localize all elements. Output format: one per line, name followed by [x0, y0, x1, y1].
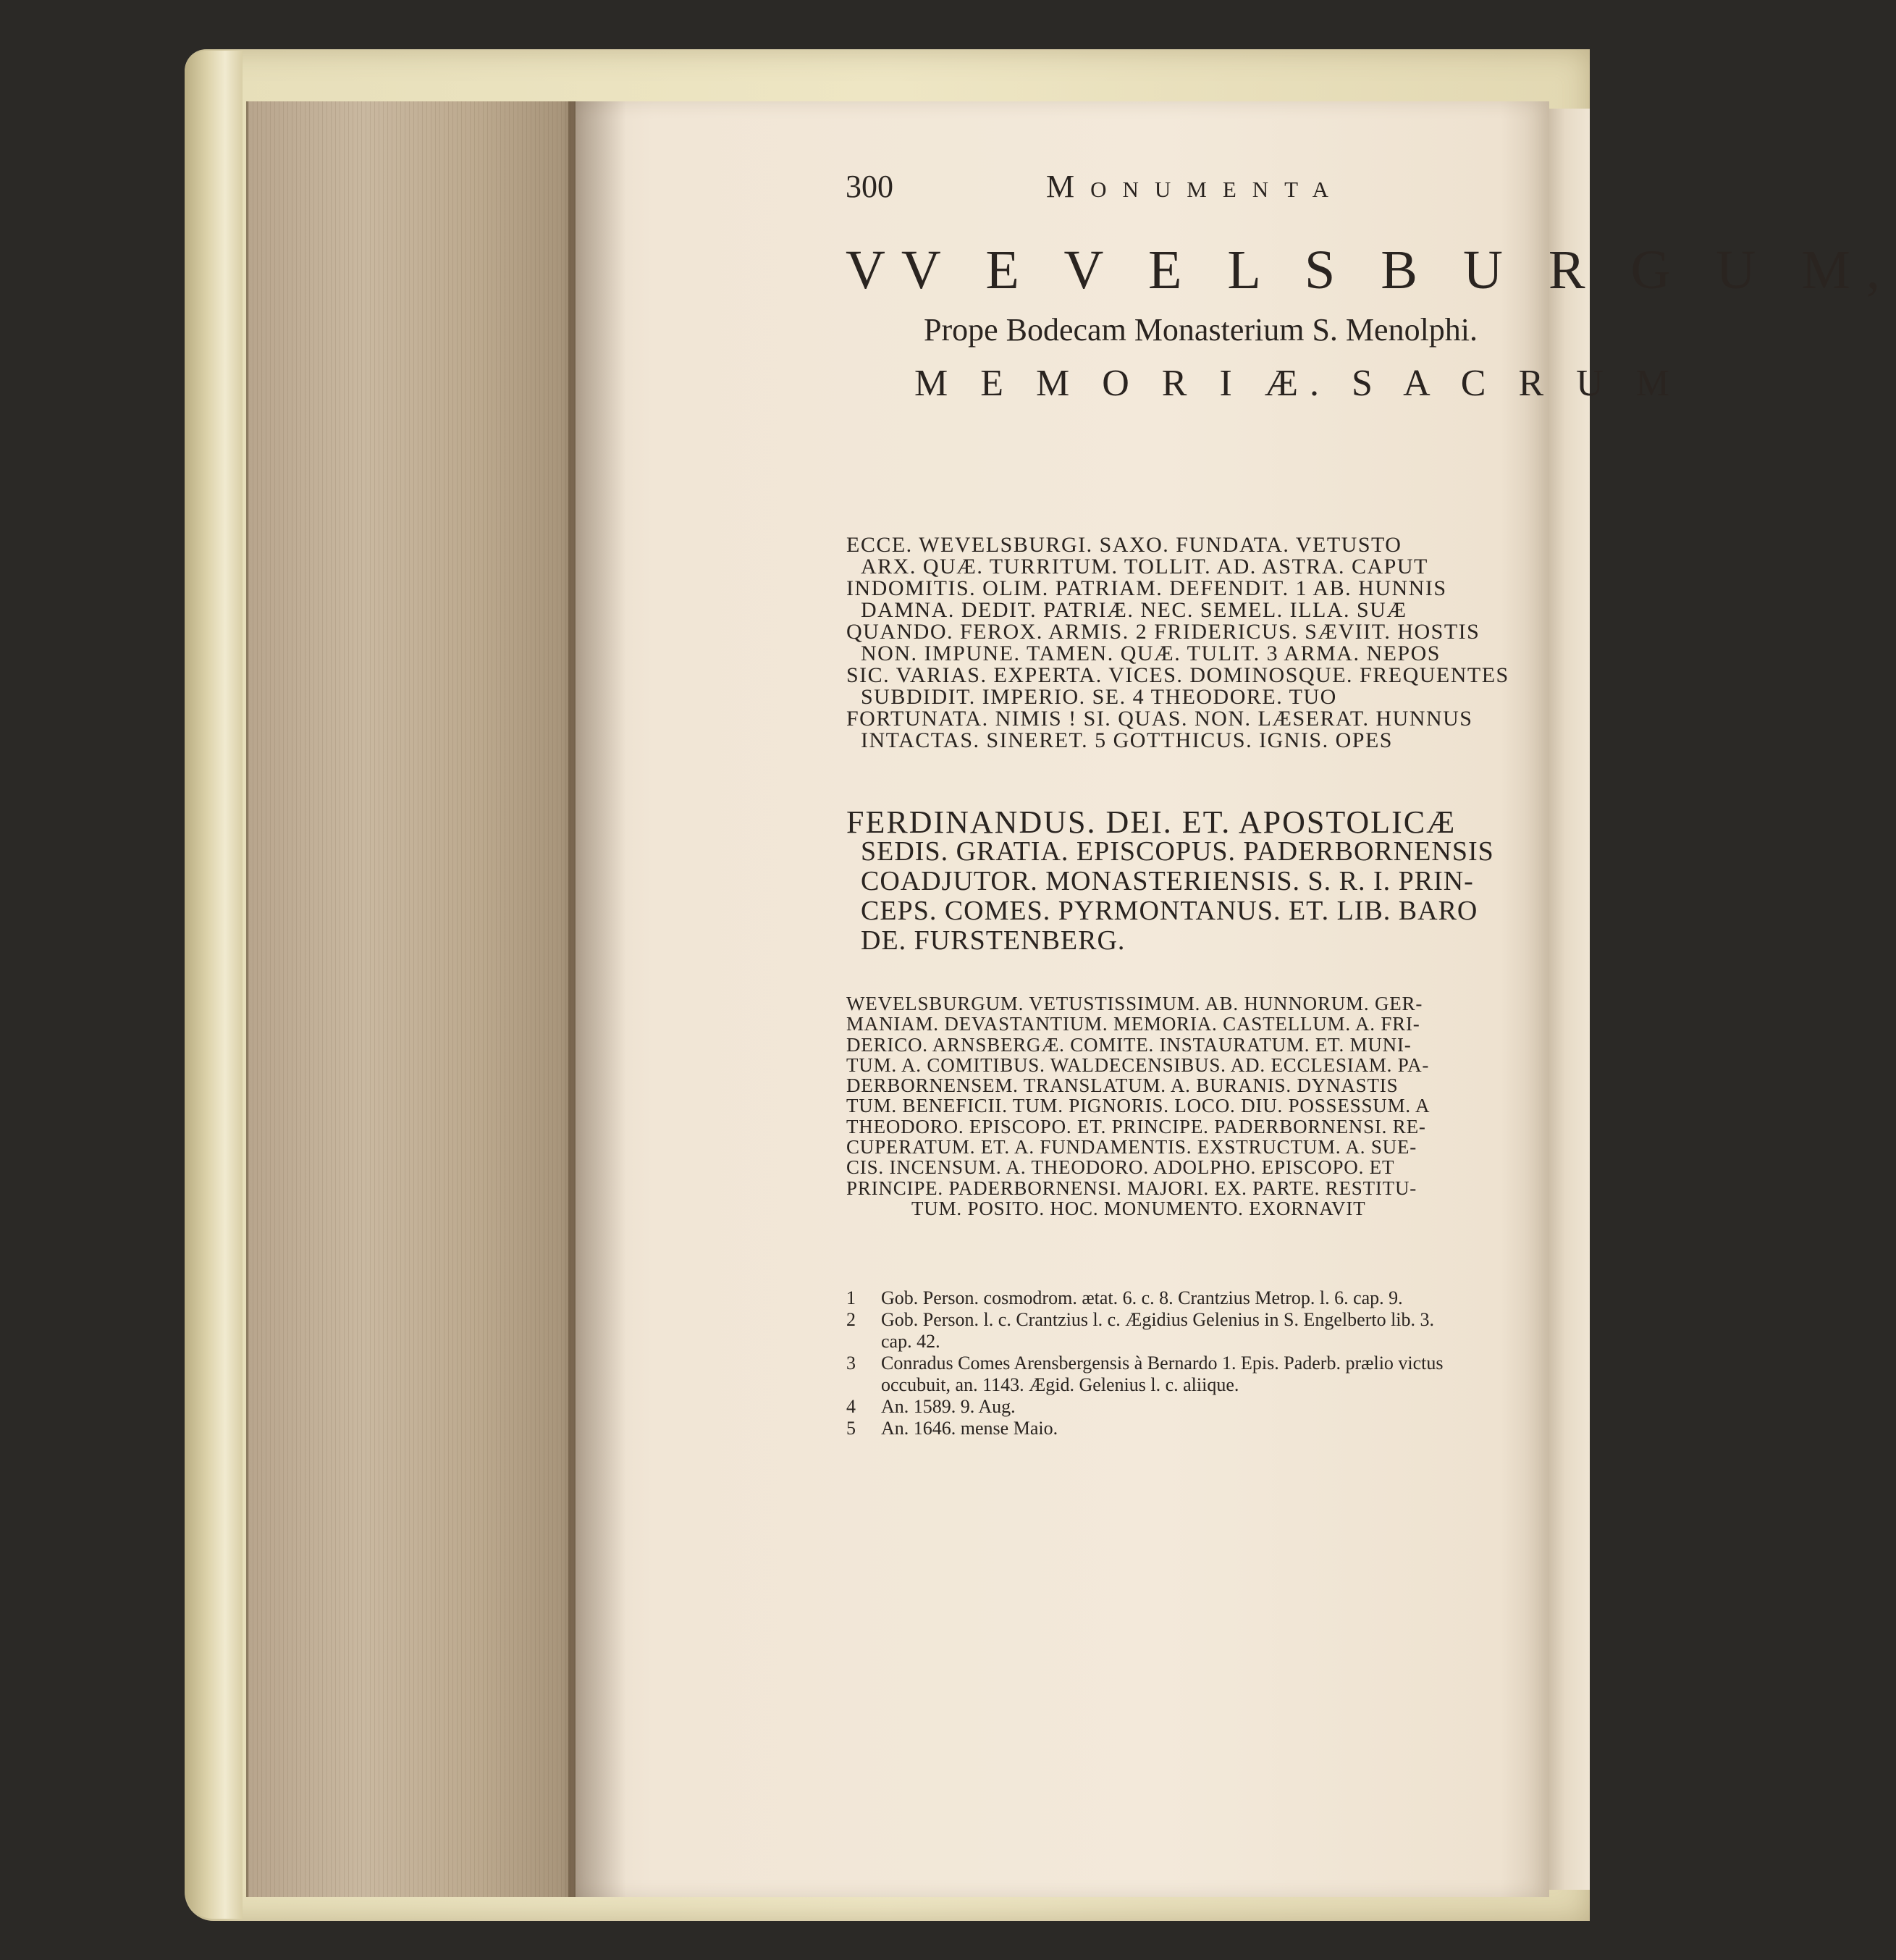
footnote-continuation: cap. 42. — [881, 1331, 940, 1352]
page-title: VV E V E L S B U R G U M, — [846, 240, 1896, 300]
footnote-continuation: occubuit, an. 1143. Ægid. Gelenius l. c. aliique. — [881, 1374, 1239, 1395]
dedicatory-line: TUM. POSITO. HOC. MONUMENTO. EXORNAVIT — [911, 1197, 1366, 1219]
patron-line: SEDIS. GRATIA. EPISCOPUS. PADERBORNENSIS — [861, 836, 1494, 867]
running-head: Monumenta — [1046, 169, 1345, 204]
inscription-line: INTACTAS. SINERET. 5 GOTTHICUS. IGNIS. OPES — [861, 728, 1393, 752]
page-block-edge — [246, 101, 578, 1897]
patron-line: CEPS. COMES. PYRMONTANUS. ET. LIB. BARO — [861, 896, 1478, 926]
inscription-line: SIC. VARIAS. EXPERTA. VICES. DOMINOSQUE. FREQUENTES — [846, 663, 1509, 687]
dedication-heading: M E M O R I Æ. S A C R U M — [914, 363, 1681, 404]
patron-block — [846, 804, 1494, 956]
footnote-text: Gob. Person. l. c. Crantzius l. c. Ægidius Gelenius in S. Engelberto lib. 3. — [881, 1309, 1435, 1330]
dedicatory-text — [846, 993, 1476, 1219]
inscription-line: ARX. QUÆ. TURRITUM. TOLLIT. AD. ASTRA. CAPUT — [861, 555, 1428, 579]
footnote — [846, 1353, 1483, 1374]
book-spine — [185, 51, 243, 1919]
inscription-line: INDOMITIS. OLIM. PATRIAM. DEFENDIT. 1 AB. HUNNIS — [846, 576, 1447, 600]
footnote — [846, 1287, 1483, 1309]
footnote-text: An. 1589. 9. Aug. — [881, 1396, 1016, 1417]
subtitle: Prope Bodecam Monasterium S. Menolphi. — [924, 312, 1478, 348]
inscription-line: NON. IMPUNE. TAMEN. QUÆ. TULIT. 3 ARMA. NEPOS — [861, 642, 1441, 665]
patron-line: DE. FURSTENBERG. — [861, 925, 1126, 956]
inscription-line: QUANDO. FEROX. ARMIS. 2 FRIDERICUS. SÆVIIT. HOSTIS — [846, 620, 1480, 644]
footnote-text: Conradus Comes Arensbergensis à Bernardo 1. Epis. Paderb. prælio victus — [881, 1353, 1444, 1374]
patron-line: COADJUTOR. MONASTERIENSIS. S. R. I. PRIN- — [861, 866, 1474, 896]
footnote-number: 5 — [846, 1418, 856, 1439]
footnote — [846, 1396, 1483, 1418]
dedicatory-line: CIS. INCENSUM. A. THEODORO. ADOLPHO. EPISCOPO. ET — [846, 1156, 1395, 1179]
footnote — [846, 1418, 1483, 1439]
footnote-number: 3 — [846, 1353, 856, 1374]
dedicatory-line: PRINCIPE. PADERBORNENSI. MAJORI. EX. PARTE. RESTITU- — [846, 1177, 1417, 1199]
dedicatory-line: DERICO. ARNSBERGÆ. COMITE. INSTAURATUM. ET. MUNI- — [846, 1033, 1412, 1056]
footnote-number: 2 — [846, 1309, 856, 1330]
footnotes — [846, 1287, 1483, 1439]
inscription-line: SUBDIDIT. IMPERIO. SE. 4 THEODORE. TUO — [861, 685, 1337, 709]
dedicatory-line: THEODORO. EPISCOPO. ET. PRINCIPE. PADERBORNENSI. RE- — [846, 1115, 1426, 1137]
page-number: 300 — [846, 169, 893, 204]
inscription-line: FORTUNATA. NIMIS ! SI. QUAS. NON. LÆSERAT. HUNNUS — [846, 707, 1473, 731]
dedicatory-line: MANIAM. DEVASTANTIUM. MEMORIA. CASTELLUM. A. FRI- — [846, 1013, 1420, 1035]
dedicatory-line: CUPERATUM. ET. A. FUNDAMENTIS. EXSTRUCTUM. A. SUE- — [846, 1136, 1417, 1158]
inscription-line: DAMNA. DEDIT. PATRIÆ. NEC. SEMEL. ILLA. SUÆ — [861, 598, 1407, 622]
inscription-line: ECCE. WEVELSBURGI. SAXO. FUNDATA. VETUSTO — [846, 533, 1402, 557]
dedicatory-line: TUM. A. COMITIBUS. WALDECENSIBUS. AD. ECCLESIAM. PA- — [846, 1053, 1430, 1076]
dedicatory-line: DERBORNENSEM. TRANSLATUM. A. BURANIS. DYNASTIS — [846, 1074, 1399, 1097]
patron-line: FERDINANDUS. DEI. ET. APOSTOLICÆ — [846, 804, 1457, 840]
footnote-number: 4 — [846, 1396, 856, 1417]
footnote-number: 1 — [846, 1287, 856, 1308]
page-content — [576, 101, 1896, 1897]
dedicatory-line: WEVELSBURGUM. VETUSTISSIMUM. AB. HUNNORUM. GER- — [846, 993, 1423, 1014]
dedicatory-line: TUM. BENEFICII. TUM. PIGNORIS. LOCO. DIU. POSSESSUM. A — [846, 1095, 1431, 1117]
footnote-text: Gob. Person. cosmodrom. ætat. 6. c. 8. Crantzius Metrop. l. 6. cap. 9. — [881, 1287, 1403, 1308]
verse-inscription — [846, 533, 1509, 752]
footnote-text: An. 1646. mense Maio. — [881, 1418, 1058, 1439]
footnote — [846, 1309, 1483, 1331]
